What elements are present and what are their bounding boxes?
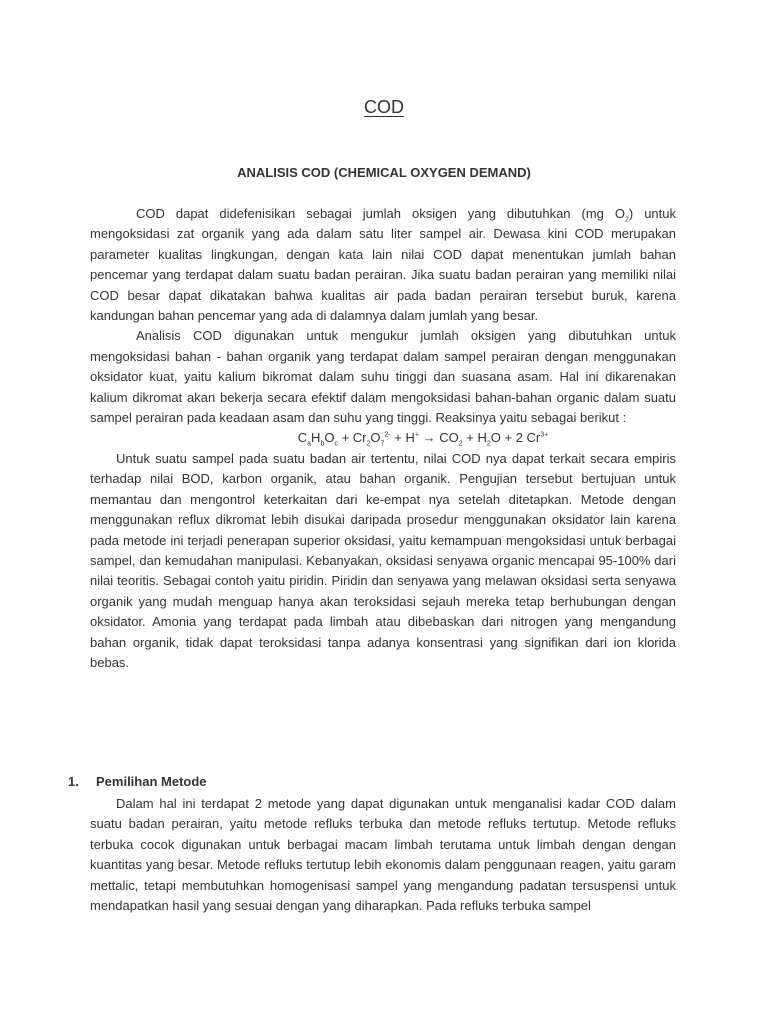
formula-sup: 2- [384,432,391,440]
paragraph-1-text-b: ) untuk mengoksidasi zat organik yang ada dalam satu liter sampel air. Dewasa kini COD merupakan parameter kualitas lingkungan, dengan kata lain nilai COD dapat menentukan jumlah bahan pencemar yang terdapat dalam suatu badan perairan. Jika suatu badan perairan yang memiliki nilai COD besar dapat dikatakan bahwa kualitas air pada badan perairan tersebut buruk, karena kandungan bahan pencemar yang ada di dalamnya dalam jumlah yang besar. [90,206,676,324]
document-subtitle: ANALISIS COD (CHEMICAL OXYGEN DEMAND) [237,165,531,180]
paragraph-3: Untuk suatu sampel pada suatu badan air tertentu, nilai COD nya dapat terkait secara empiris terhadap nilai BOD, karbon organik, atau bahan organik. Pengujian tersebut bertujuan untuk memantau dan mengontrol keterkaitan dari ke-empat nya setelah ditetapkan. Metode dengan menggunakan reflux dikromat lebih disukai daripada prosedur menggunakan oksidator lain karena pada metode ini terjadi penerapan superior oksidasi, yaitu kemampuan mengoksidasi untuk berbagai sampel, dan kemudahan manipulasi. Kebanyakan, oksidasi senyawa organic mencapai 95-100% dari nilai teoritis. Sebagai contoh yaitu piridin. Piridin dan senyawa yang melawan oksidasi serta senyawa organik yang mudah menguap hanya akan teroksidasi sejauh mereka tetap berhubungan dengan oksidator. Amonia yang terdapat pada limbah atau dibebaskan dari nitrogen yang mengandung bahan organik, tidak dapat teroksidasi tanpa adanya konsentrasi yang signifikan dari ion klorida bebas. [90,450,676,670]
paragraph-2: Analisis COD digunakan untuk mengukur jumlah oksigen yang dibutuhkan untuk mengoksidasi bahan - bahan organik yang terdapat dalam sampel perairan dengan menggunakan oksidator kuat, yaitu kalium bikromat dalam suhu tinggi dan suasana asam. Hal ini dikarenakan kalium dikromat akan bekerja secara efektif dalam mengoksidasi bahan-bahan organic dalam suatu sampel perairan pada keadaan asam dan suhu yang tinggi. Reaksinya yaitu sebagai berikut : [90,328,676,426]
formula-part: + H [390,430,415,446]
paragraph-1-subscript: 2 [624,216,629,224]
formula-sub: 7 [380,441,385,449]
formula-part: H [311,430,321,446]
formula-sub: 2 [458,441,463,449]
section-1-heading [68,774,207,789]
formula-part: C [297,430,308,446]
formula-sub: 2 [486,441,491,449]
section-1-number: 1. [68,774,79,789]
formula-sup: 3+ [540,432,549,440]
formula-sub: b [320,441,325,449]
formula-part: O [324,430,335,446]
paragraph-1 [90,204,676,326]
section-1-paragraph: Dalam hal ini terdapat 2 metode yang dapat digunakan untuk menganalisi kadar COD dalam suatu badan perairan, yaitu metode refluks terbuka dan metode refluks tertutup. Metode refluks terbuka cocok digunakan untuk berbagai macam limbah terutama untuk limbah dengan dengan kuantitas yang besar. Metode refluks tertutup lebih ekonomis dalam penggunaan reagen, yaitu garam mettalic, tetapi membutuhkan homogenisasi sampel yang mengandung padatan tersuspensi untuk mendapatkan hasil yang sesuai dengan yang diharapkan. Pada refluks terbuka sampel [90,796,676,914]
formula-part: + H [462,430,487,446]
formula-part: + Cr [337,430,367,446]
formula-part: O + 2 Cr [490,430,541,446]
formula-part: O [370,430,381,446]
intro-body [90,204,676,673]
formula-sub: c [334,441,338,449]
document-title: COD [364,97,404,117]
paragraph-1-text-a: COD dapat didefenisikan sebagai jumlah oksigen yang dibutuhkan (mg O [136,206,625,221]
formula-part: → CO [419,430,459,446]
formula-sup: + [414,432,419,440]
formula-sub: a [307,441,312,449]
section-1-title: Pemilihan Metode [96,774,207,789]
reaction-formula [90,428,676,448]
section-1-body [90,794,676,916]
formula-sub: 2 [366,441,371,449]
